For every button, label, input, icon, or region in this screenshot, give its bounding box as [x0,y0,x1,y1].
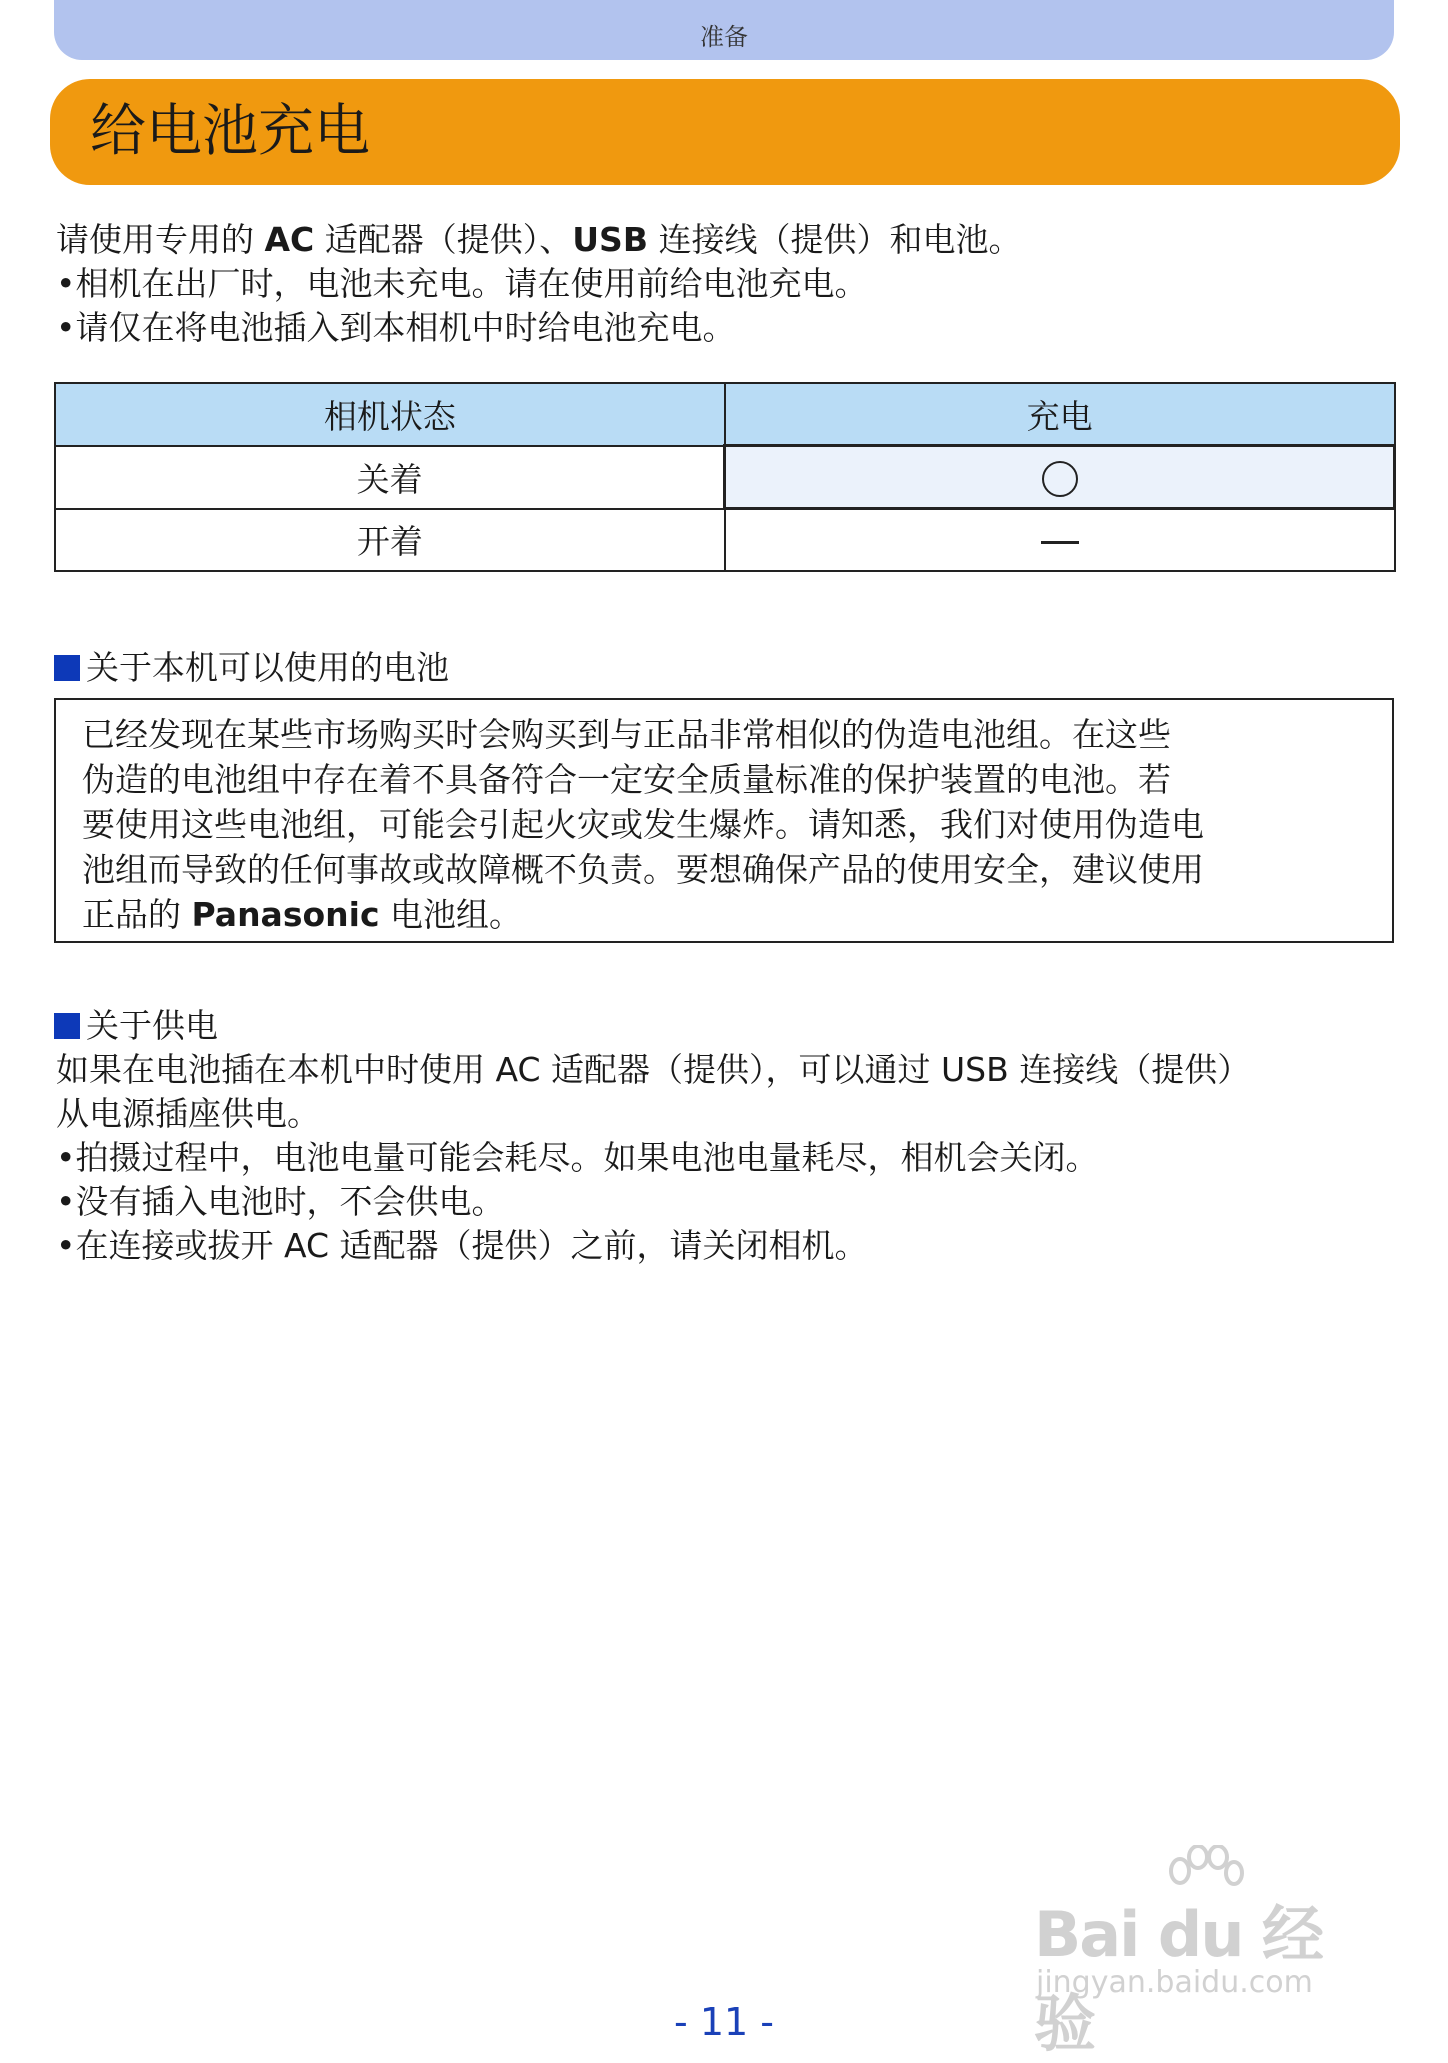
cell-camera-state: 开着 [55,509,725,572]
intro-text-usb: USB [572,220,648,259]
power-bullet: •没有插入电池时，不会供电。 [56,1182,505,1221]
power-section-body [56,1048,1396,1268]
battery-heading-text: 关于本机可以使用的电池 [86,648,449,687]
watermark-url: jingyan.baidu.com [1036,1965,1313,2000]
section-header-bar [54,0,1394,60]
section-label: 准备 [700,23,748,51]
power-heading-text: 关于供电 [86,1006,218,1045]
power-line: 如果在电池插在本机中时使用 AC 适配器（提供），可以通过 USB 连接线（提供） [56,1050,1251,1089]
notice-text-b: 电池组。 [379,895,523,934]
column-header-camera-state: 相机状态 [55,383,725,446]
dash-icon [1041,541,1079,544]
cell-camera-state: 关着 [55,446,725,509]
power-line: 从电源插座供电。 [56,1094,320,1133]
title-banner [50,79,1400,185]
page-title: 给电池充电 [90,99,370,164]
power-section-heading [54,1004,218,1048]
page-number: - 11 - [674,2000,774,2044]
cell-charging [725,446,1395,509]
intro-text-c: 适配器（提供）、 [314,220,573,259]
baidu-watermark [1024,1845,1364,2060]
notice-line: 伪造的电池组中存在着不具备符合一定安全质量标准的保护装置的电池。若 [82,760,1171,799]
circle-icon [1042,461,1078,497]
table-header-row [55,383,1395,446]
square-bullet-icon [54,1013,80,1039]
column-header-charging: 充电 [725,383,1395,446]
square-bullet-icon [54,655,80,681]
table-row [55,446,1395,509]
intro-bullet: •相机在出厂时，电池未充电。请在使用前给电池充电。 [56,264,868,303]
intro-text-ac: AC [264,220,315,259]
intro-line [56,218,1396,262]
notice-line [82,892,1366,937]
notice-text-a: 正品的 [82,895,192,934]
cell-charging [725,509,1395,572]
battery-section-heading [54,646,449,690]
counterfeit-battery-notice [54,698,1394,943]
brand-name: Panasonic [191,895,380,934]
notice-line: 池组而导致的任何事故或故障概不负责。要想确保产品的使用安全，建议使用 [82,850,1204,889]
intro-block [56,218,1396,350]
power-bullet: •在连接或拔开 AC 适配器（提供）之前，请关闭相机。 [56,1226,868,1265]
notice-line: 已经发现在某些市场购买时会购买到与正品非常相似的伪造电池组。在这些 [82,715,1171,754]
table-row [55,509,1395,572]
watermark-brand: Bai du 经验 [1034,1898,1323,2060]
intro-text-a: 请使用专用的 [56,220,265,259]
power-bullet: •拍摄过程中，电池电量可能会耗尽。如果电池电量耗尽，相机会关闭。 [56,1138,1099,1177]
intro-text-e: 连接线（提供）和电池。 [647,220,1022,259]
charging-status-table [54,382,1396,572]
notice-line: 要使用这些电池组，可能会引起火灾或发生爆炸。请知悉，我们对使用伪造电 [82,805,1204,844]
intro-bullet: •请仅在将电池插入到本相机中时给电池充电。 [56,308,736,347]
